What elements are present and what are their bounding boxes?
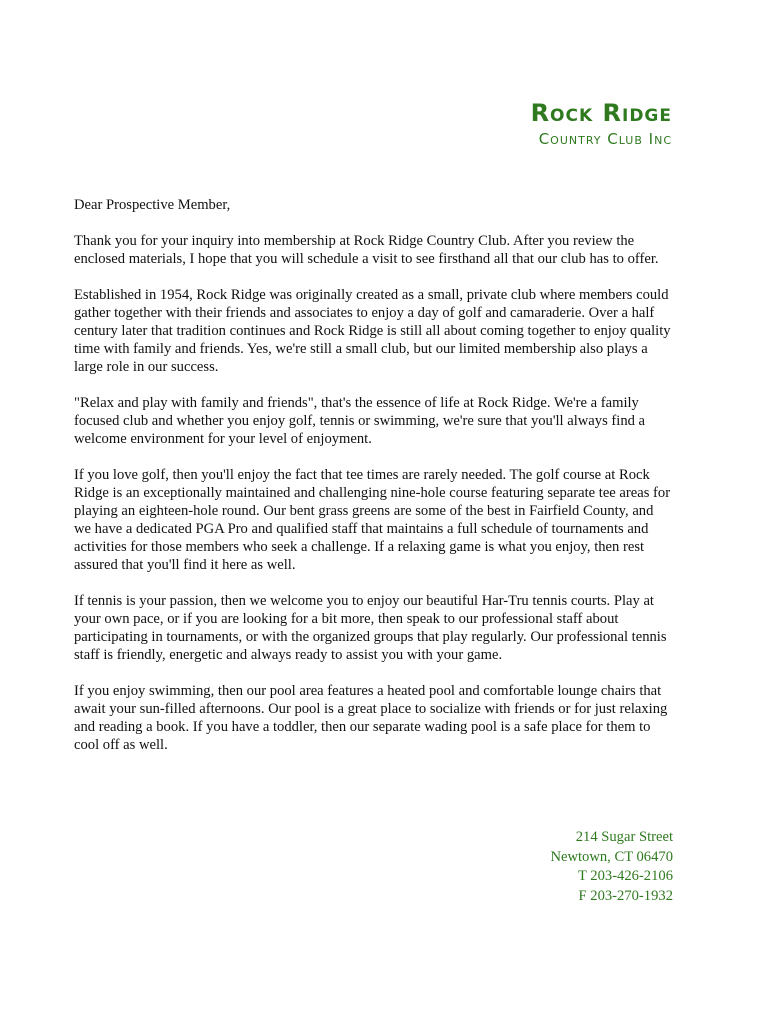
letter-body — [74, 196, 674, 772]
club-name: Rock Ridge — [530, 99, 672, 127]
address-city: Newtown, CT 06470 — [550, 848, 673, 865]
salutation: Dear Prospective Member, — [74, 197, 231, 213]
paragraph-essence: "Relax and play with family and friends", that's the essence of life at Rock Ridge. We're a family focused club and whether you enjoy golf, tennis or swimming, we're sure that you'll always find a welcome environment for your level of enjoyment. — [74, 395, 646, 447]
paragraph-golf: If you love golf, then you'll enjoy the fact that tee times are rarely needed. The golf course at Rock Ridge is an exceptionally maintained and challenging nine-hole course featuring separate tee areas for playing an eighteen-hole round. Our bent grass greens are some of the best in Fairfield County, and we have a dedicated PGA Pro and qualified staff that maintains a full schedule of tournaments and activities for those members who seek a challenge. If a relaxing game is what you enjoy, then rest assured that you'll find it here as well. — [74, 467, 671, 573]
address-block — [550, 828, 673, 906]
address-street: 214 Sugar Street — [575, 829, 673, 845]
letterhead — [531, 98, 672, 150]
paragraph-swimming: If you enjoy swimming, then our pool area features a heated pool and comfortable lounge chairs that await your sun-filled afternoons. Our pool is a great place to socialize with friends or for just relaxing and reading a book. If you have a toddler, then our separate wading pool is a safe place for them to cool off as well. — [74, 683, 668, 753]
paragraph-tennis: If tennis is your passion, then we welcome you to enjoy our beautiful Har-Tru tennis courts. Play at your own pace, or if you are looking for a bit more, then speak to our professional staff about participating in tournaments, or with the organized groups that play regularly. Our professional tennis staff is friendly, energetic and always ready to assist you with your game. — [74, 593, 667, 663]
address-phone: T 203-426-2106 — [578, 868, 673, 884]
paragraph-intro: Thank you for your inquiry into membership at Rock Ridge Country Club. After you review the enclosed materials, I hope that you will schedule a visit to see firsthand all that our club has to offer. — [74, 233, 659, 267]
address-fax: F 203-270-1932 — [578, 887, 673, 904]
club-subtitle: Country Club Inc — [538, 130, 672, 148]
paragraph-history: Established in 1954, Rock Ridge was originally created as a small, private club where members could gather together with their friends and associates to enjoy a day of golf and camaraderie. Over a half century later that tradition continues and Rock Ridge is still all about coming together to enjoy quality time with family and friends. Yes, we're still a small club, but our limited membership also plays a large role in our success. — [74, 287, 671, 375]
